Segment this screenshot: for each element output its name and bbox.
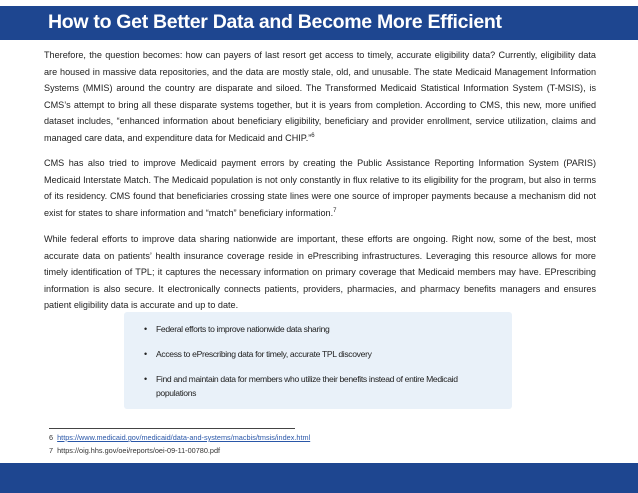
footnote-number: 7 [49, 446, 54, 455]
callout-bullet-text: Find and maintain data for members who utilize their benefits instead of entire Medicaid populations [156, 374, 458, 398]
footnote-ref-6[interactable]: 6 [311, 132, 315, 139]
callout-bullet-text: Federal efforts to improve nationwide data sharing [156, 324, 330, 334]
paragraph-3 [44, 231, 596, 314]
paragraph-3-text: While federal efforts to improve data sharing nationwide are important, these efforts are ongoing. Right now, some of the best, most accurate data on patients’ health insurance coverage reside in ePrescribing infrastructures. Leveraging this resource allows for more timely identification of TPL; it captures the necessary information on primary coverage that Medicaid members may have. EPrescribing information is also secure. It electronically connects patients, providers, pharmacies, and pharmacy benefits managers and ensures patient eligibility data is accurate and up to date. [44, 234, 596, 311]
footnote-6 [49, 433, 310, 443]
footer-bar [0, 463, 638, 493]
page-title: How to Get Better Data and Become More Efficient [48, 11, 502, 33]
paragraph-1 [44, 47, 596, 147]
paragraph-2 [44, 155, 596, 221]
header-bar [0, 6, 638, 40]
callout-bullet-1 [144, 322, 490, 336]
footnote-number: 6 [49, 433, 54, 442]
callout-box [124, 312, 512, 409]
footnote-6-link[interactable]: https://www.medicaid.gov/medicaid/data-and-systems/macbis/tmsis/index.html [57, 433, 311, 442]
footnote-divider [49, 428, 295, 429]
callout-bullet-3 [144, 372, 490, 400]
paragraph-2-text: CMS has also tried to improve Medicaid payment errors by creating the Public Assistance Reporting Information System (PARIS) Medicaid Interstate Match. The Medicaid population is not only constantly in flux relative to its eligibility for the program, but also in terms of its residency. CMS found that beneficiaries crossing state lines were one source of improper payments because a mechanism did not exist for states to share information and “match” beneficiary information. [44, 158, 596, 218]
bullet-icon: • [144, 349, 147, 359]
footnote-7 [49, 446, 220, 456]
bullet-icon: • [144, 374, 147, 384]
bullet-icon: • [144, 324, 147, 334]
callout-bullet-text: Access to ePrescribing data for timely, accurate TPL discovery [156, 349, 372, 359]
callout-bullet-2 [144, 347, 490, 361]
paragraph-1-text: Therefore, the question becomes: how can payers of last resort get access to timely, accurate eligibility data? Currently, eligibility data are housed in massive data repositories, and the data are mostly stale, old, and unusable. The state Medicaid Management Information Systems (MMIS) around the country are disparate and siloed. The Transformed Medicaid Statistical Information System (T-MSIS), is CMS’s attempt to bring all these disparate systems together, but it is years from completion. According to CMS, this new, more unified dataset includes, “enhanced information about beneficiary eligibility, beneficiary and provider enrollment, service utilization, claims and managed care data, and expenditure data for Medicaid and CHIP.” [44, 50, 596, 143]
footnote-ref-7[interactable]: 7 [333, 207, 337, 214]
footnote-7-text: https://oig.hhs.gov/oei/reports/oei-09-11-00780.pdf [57, 446, 221, 455]
